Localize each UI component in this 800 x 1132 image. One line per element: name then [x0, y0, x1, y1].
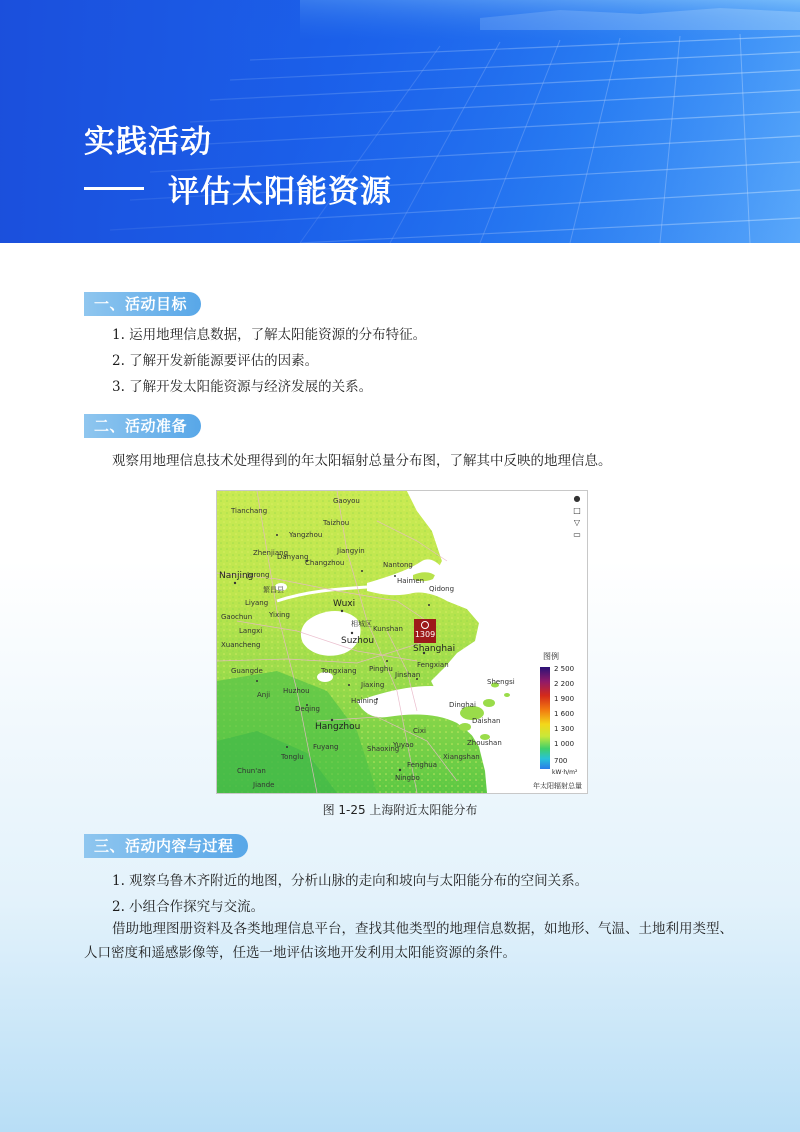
city-label: Hangzhou: [315, 722, 361, 732]
city-label: Danyang: [277, 553, 309, 561]
city-label: Nanjing: [219, 571, 254, 581]
city-label: Cixi: [413, 727, 426, 735]
section-heading-objectives: 一、活动目标: [84, 292, 201, 316]
process-list: [112, 868, 588, 920]
city-label: Liyang: [245, 599, 269, 607]
city-label: Chun'an: [237, 767, 266, 775]
city-label: Kunshan: [373, 625, 403, 633]
city-label: Gaochun: [221, 613, 253, 621]
city-label: Xiangshan: [443, 753, 480, 761]
city-label: Zhoushan: [467, 739, 502, 747]
section-heading-process: 三、活动内容与过程: [84, 834, 248, 858]
city-label: Suzhou: [341, 636, 375, 646]
city-label: Gaoyou: [333, 497, 360, 505]
city-label: Shengsi: [487, 678, 515, 686]
page-title: 实践活动: [84, 124, 212, 160]
city-label: 相城区: [351, 620, 372, 628]
process-paragraph-line1: 借助地理图册资料及各类地理信息平台，查找其他类型的地理信息数据，如地形、气温、土地利用类型、: [112, 921, 733, 937]
city-label: Fuyang: [313, 743, 339, 751]
city-label: Huzhou: [283, 687, 310, 695]
square-icon[interactable]: □: [573, 506, 581, 515]
city-label: Dinghai: [449, 701, 476, 709]
city-label: Jurong: [247, 571, 270, 579]
city-label: 繁昌县: [263, 586, 284, 594]
city-label: Fengxian: [417, 661, 449, 669]
solar-radiation-map: [216, 490, 588, 794]
section-heading-preparation: 二、活动准备: [84, 414, 201, 438]
legend-tick: 1 900: [554, 695, 575, 703]
city-label: Jiangyin: [337, 547, 365, 555]
city-label: Yixing: [269, 611, 290, 619]
legend-tick: 700: [554, 757, 568, 765]
city-label: Tianchang: [231, 507, 268, 515]
city-label: Tonglu: [281, 753, 304, 761]
city-label: Yangzhou: [289, 531, 323, 539]
legend-unit: kW·h/m²: [552, 769, 578, 776]
city-label: Haimen: [397, 577, 425, 585]
layers-icon[interactable]: ▭: [573, 530, 581, 539]
legend-tick: 1 000: [554, 740, 575, 748]
marker-value: 1309: [414, 630, 436, 639]
city-label: Jiaxing: [361, 681, 385, 689]
header-banner: [0, 0, 800, 243]
map-legend: [533, 651, 585, 791]
title-dash: [84, 187, 144, 190]
legend-tick: 2 500: [554, 665, 575, 673]
city-label: Zhenjiang: [253, 549, 289, 557]
city-label: Xuancheng: [221, 641, 261, 649]
filter-icon[interactable]: ▽: [573, 518, 581, 527]
city-label: Qidong: [429, 585, 455, 593]
list-item: 2. 小组合作探究与交流。: [112, 899, 265, 915]
process-paragraph-line2: 人口密度和遥感影像等，任选一地评估该地开发利用太阳能资源的条件。: [84, 945, 516, 961]
city-label: Shanghai: [413, 644, 456, 654]
city-label: Deqing: [295, 705, 320, 713]
objectives-list: [112, 322, 426, 400]
legend-color-bar: [540, 667, 550, 769]
legend-tick: 1 300: [554, 725, 575, 733]
preparation-paragraph: 观察用地理信息技术处理得到的年太阳辐射总量分布图，了解其中反映的地理信息。: [112, 453, 612, 469]
city-label: Fenghua: [407, 761, 437, 769]
list-item: 3. 了解开发太阳能资源与经济发展的关系。: [112, 379, 373, 395]
pin-icon[interactable]: ●: [573, 494, 581, 503]
city-label: Nantong: [383, 561, 413, 569]
list-item: 2. 了解开发新能源要评估的因素。: [112, 353, 319, 369]
list-item: 1. 运用地理信息数据，了解太阳能资源的分布特征。: [112, 327, 427, 343]
city-label: Taizhou: [323, 519, 350, 527]
page-subtitle: [84, 166, 392, 211]
city-label: Yuyao: [393, 741, 414, 749]
city-label: Changzhou: [305, 559, 345, 567]
city-label: Ningbo: [395, 774, 420, 782]
city-label: Jiande: [253, 781, 275, 789]
city-label: Pinghu: [369, 665, 393, 673]
legend-tick: 2 200: [554, 680, 575, 688]
target-icon: [421, 621, 429, 629]
list-item: 1. 观察乌鲁木齐附近的地图，分析山脉的走向和坡向与太阳能分布的空间关系。: [112, 873, 589, 889]
legend-tick: 1 600: [554, 710, 575, 718]
page-subtitle-text: 评估太阳能资源: [168, 174, 392, 210]
city-label: Jinshan: [395, 671, 421, 679]
city-label: Tongxiang: [321, 667, 357, 675]
city-label: Wuxi: [333, 599, 356, 609]
city-label: Guangde: [231, 667, 263, 675]
city-label: Shaoxing: [367, 745, 400, 753]
city-label: Daishan: [472, 717, 501, 725]
legend-name: 年太阳辐射总量: [533, 782, 582, 790]
city-label: Langxi: [239, 627, 263, 635]
city-label: Haining: [351, 697, 378, 705]
figure-caption: 图 1-25 上海附近太阳能分布: [322, 803, 478, 817]
legend-title: 图例: [543, 652, 559, 661]
city-label: Anji: [257, 691, 271, 699]
location-marker[interactable]: [414, 619, 436, 643]
